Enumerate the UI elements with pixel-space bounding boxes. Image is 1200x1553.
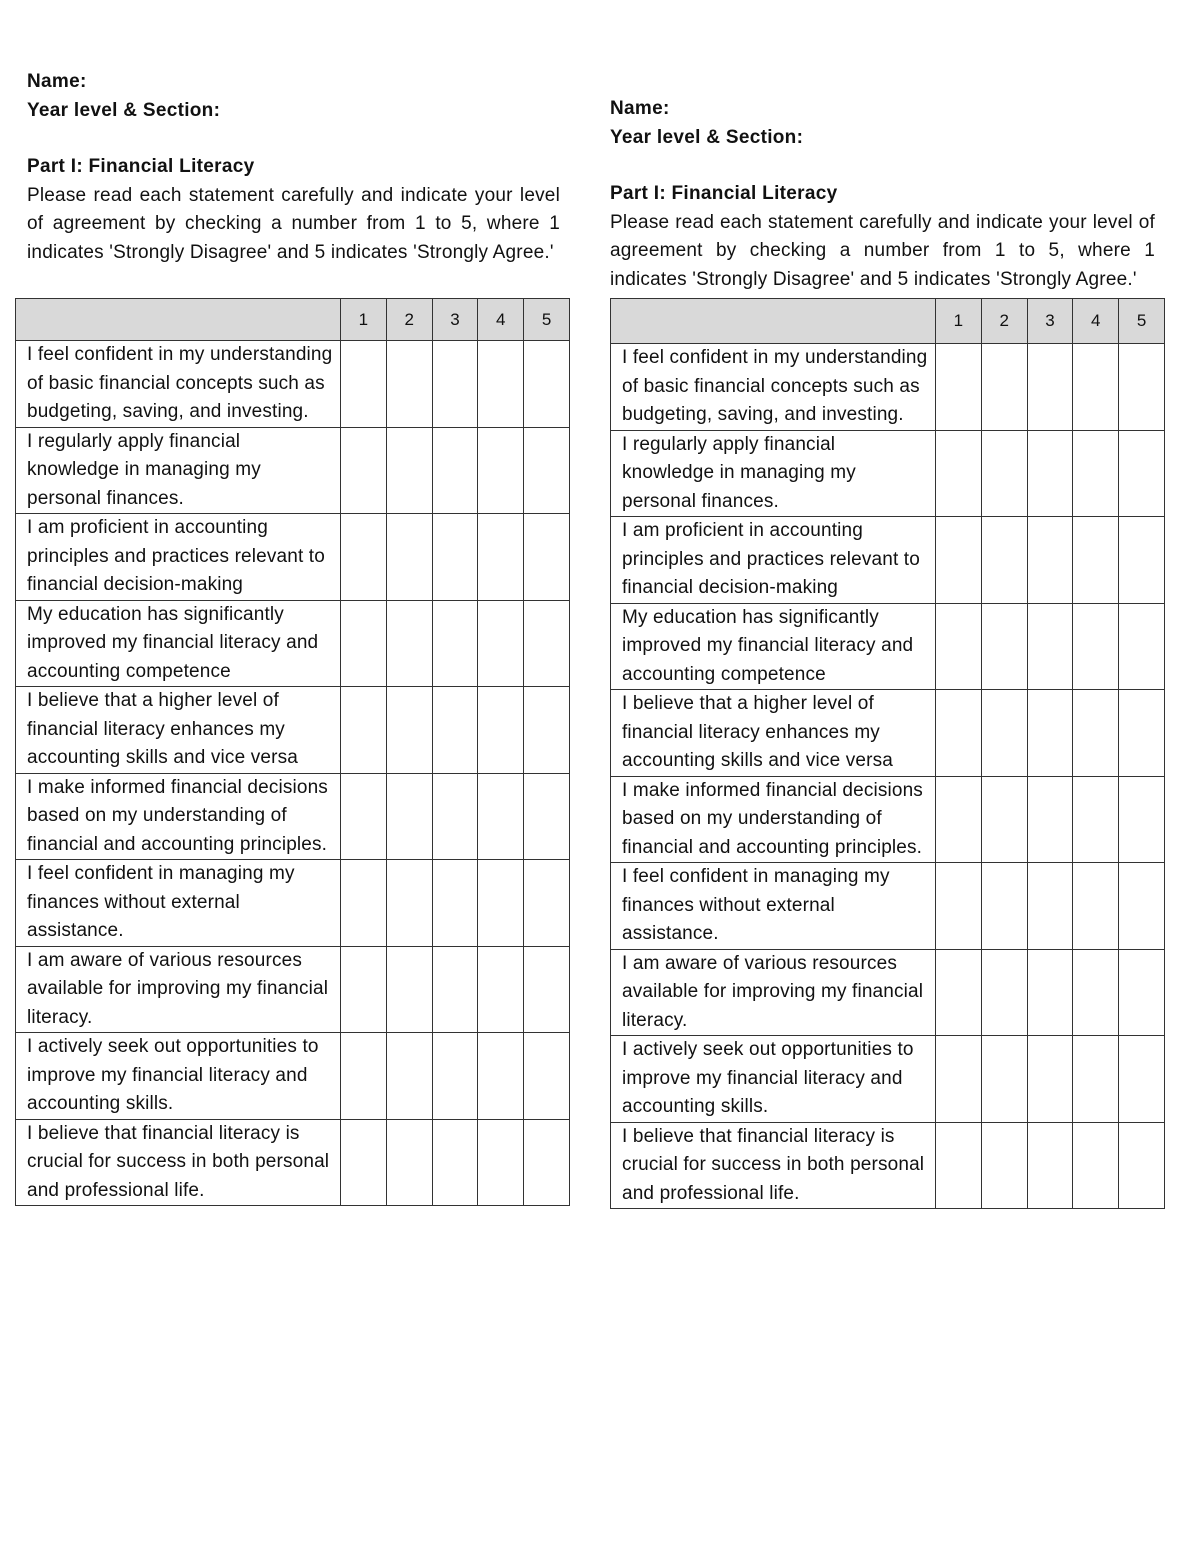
rating-cell-4[interactable] xyxy=(1073,603,1119,690)
scale-header-2: 2 xyxy=(981,299,1027,344)
rating-cell-1[interactable] xyxy=(936,430,982,517)
rating-cell-5[interactable] xyxy=(1119,690,1165,777)
rating-cell-2[interactable] xyxy=(981,863,1027,950)
statement-header-cell xyxy=(611,299,936,344)
rating-cell-3[interactable] xyxy=(432,946,478,1033)
scale-header-1: 1 xyxy=(936,299,982,344)
rating-cell-1[interactable] xyxy=(341,1033,387,1120)
rating-cell-4[interactable] xyxy=(478,1033,524,1120)
statement-row xyxy=(611,603,1165,690)
rating-cell-3[interactable] xyxy=(432,514,478,601)
rating-cell-3[interactable] xyxy=(1027,949,1073,1036)
part-title: Part I: Financial Literacy xyxy=(27,156,255,177)
rating-cell-5[interactable] xyxy=(1119,603,1165,690)
rating-cell-2[interactable] xyxy=(386,341,432,428)
statement-row xyxy=(16,600,570,687)
rating-cell-3[interactable] xyxy=(432,1033,478,1120)
statement-text: I actively seek out opportunities to improve my financial literacy and accounting skills. xyxy=(16,1033,341,1120)
statement-row xyxy=(16,1119,570,1206)
rating-cell-5[interactable] xyxy=(524,514,570,601)
rating-cell-5[interactable] xyxy=(524,773,570,860)
rating-cell-3[interactable] xyxy=(432,1119,478,1206)
rating-cell-4[interactable] xyxy=(478,514,524,601)
rating-cell-3[interactable] xyxy=(432,427,478,514)
rating-cell-2[interactable] xyxy=(981,690,1027,777)
year-section-label: Year level & Section: xyxy=(610,126,804,148)
statement-text: I am aware of various resources available for improving my financial literacy. xyxy=(611,949,936,1036)
statement-text: I actively seek out opportunities to improve my financial literacy and accounting skills. xyxy=(611,1036,936,1123)
rating-cell-3[interactable] xyxy=(1027,430,1073,517)
rating-cell-1[interactable] xyxy=(936,1036,982,1123)
statement-text: I believe that financial literacy is crucial for success in both personal and professional life. xyxy=(611,1122,936,1209)
rating-cell-4[interactable] xyxy=(478,946,524,1033)
statement-row xyxy=(16,514,570,601)
statement-row xyxy=(611,863,1165,950)
rating-cell-5[interactable] xyxy=(524,860,570,947)
rating-cell-1[interactable] xyxy=(341,1119,387,1206)
rating-cell-5[interactable] xyxy=(1119,430,1165,517)
statement-text: I believe that a higher level of financial literacy enhances my accounting skills and vice versa xyxy=(611,690,936,777)
rating-cell-1[interactable] xyxy=(936,776,982,863)
rating-cell-1[interactable] xyxy=(341,600,387,687)
rating-cell-2[interactable] xyxy=(981,344,1027,431)
rating-cell-4[interactable] xyxy=(478,773,524,860)
statement-text: I am proficient in accounting principles and practices relevant to financial decision-making xyxy=(611,517,936,604)
rating-cell-5[interactable] xyxy=(524,687,570,774)
statement-row xyxy=(611,690,1165,777)
rating-cell-4[interactable] xyxy=(478,860,524,947)
rating-cell-2[interactable] xyxy=(981,776,1027,863)
scale-header-5: 5 xyxy=(1119,299,1165,344)
scale-header-3: 3 xyxy=(1027,299,1073,344)
likert-table xyxy=(610,298,1165,1209)
statement-row xyxy=(611,1036,1165,1123)
rating-cell-1[interactable] xyxy=(341,687,387,774)
part-title: Part I: Financial Literacy xyxy=(610,183,838,204)
rating-cell-3[interactable] xyxy=(432,773,478,860)
rating-cell-4[interactable] xyxy=(1073,1122,1119,1209)
rating-cell-5[interactable] xyxy=(1119,863,1165,950)
scale-header-row xyxy=(16,299,570,341)
rating-cell-2[interactable] xyxy=(981,603,1027,690)
rating-cell-2[interactable] xyxy=(981,949,1027,1036)
rating-cell-2[interactable] xyxy=(386,946,432,1033)
survey-form-left xyxy=(15,68,570,1206)
rating-cell-2[interactable] xyxy=(981,517,1027,604)
rating-cell-2[interactable] xyxy=(981,1036,1027,1123)
rating-cell-3[interactable] xyxy=(1027,1036,1073,1123)
rating-cell-4[interactable] xyxy=(478,341,524,428)
rating-cell-5[interactable] xyxy=(1119,344,1165,431)
rating-cell-1[interactable] xyxy=(936,1122,982,1209)
statement-text: I am proficient in accounting principles and practices relevant to financial decision-making xyxy=(16,514,341,601)
statement-row xyxy=(16,341,570,428)
statement-row xyxy=(611,949,1165,1036)
rating-cell-5[interactable] xyxy=(524,341,570,428)
statement-text: I feel confident in managing my finances without external assistance. xyxy=(611,863,936,950)
rating-cell-3[interactable] xyxy=(1027,1122,1073,1209)
statement-row xyxy=(16,773,570,860)
rating-cell-3[interactable] xyxy=(1027,517,1073,604)
rating-cell-4[interactable] xyxy=(1073,1036,1119,1123)
rating-cell-2[interactable] xyxy=(386,860,432,947)
statement-text: I believe that a higher level of financial literacy enhances my accounting skills and vice versa xyxy=(16,687,341,774)
rating-cell-4[interactable] xyxy=(478,600,524,687)
rating-cell-1[interactable] xyxy=(936,863,982,950)
rating-cell-3[interactable] xyxy=(432,600,478,687)
statement-text: My education has significantly improved my financial literacy and accounting competence xyxy=(611,603,936,690)
rating-cell-2[interactable] xyxy=(981,1122,1027,1209)
statement-text: I am aware of various resources available for improving my financial literacy. xyxy=(16,946,341,1033)
statement-text: I make informed financial decisions based on my understanding of financial and accounting principles. xyxy=(16,773,341,860)
statement-text: I believe that financial literacy is crucial for success in both personal and professional life. xyxy=(16,1119,341,1206)
rating-cell-4[interactable] xyxy=(478,687,524,774)
rating-cell-1[interactable] xyxy=(936,949,982,1036)
rating-cell-2[interactable] xyxy=(981,430,1027,517)
rating-cell-3[interactable] xyxy=(432,860,478,947)
instructions: Please read each statement carefully and indicate your level of agreement by checking a number from 1 to 5, where 1 indicates 'Strongly Disagree' and 5 indicates 'Strongly Agree.' xyxy=(27,184,560,263)
rating-cell-2[interactable] xyxy=(386,600,432,687)
statement-text: I regularly apply financial knowledge in managing my personal finances. xyxy=(16,427,341,514)
statement-row xyxy=(16,427,570,514)
statement-text: I feel confident in my understanding of basic financial concepts such as budgeting, saving, and investing. xyxy=(611,344,936,431)
rating-cell-1[interactable] xyxy=(341,946,387,1033)
rating-cell-4[interactable] xyxy=(478,427,524,514)
rating-cell-2[interactable] xyxy=(386,1119,432,1206)
rating-cell-3[interactable] xyxy=(1027,344,1073,431)
rating-cell-4[interactable] xyxy=(1073,344,1119,431)
scale-header-row xyxy=(611,299,1165,344)
rating-cell-2[interactable] xyxy=(386,427,432,514)
respondent-info xyxy=(610,95,1155,294)
rating-cell-1[interactable] xyxy=(936,603,982,690)
rating-cell-5[interactable] xyxy=(1119,1122,1165,1209)
scale-header-2: 2 xyxy=(386,299,432,341)
rating-cell-5[interactable] xyxy=(1119,1036,1165,1123)
statement-header-cell xyxy=(16,299,341,341)
rating-cell-5[interactable] xyxy=(524,427,570,514)
survey-form-right xyxy=(610,95,1165,1209)
rating-cell-4[interactable] xyxy=(478,1119,524,1206)
rating-cell-5[interactable] xyxy=(1119,949,1165,1036)
rating-cell-3[interactable] xyxy=(1027,776,1073,863)
rating-cell-5[interactable] xyxy=(524,1119,570,1206)
statement-text: I make informed financial decisions based on my understanding of financial and accounting principles. xyxy=(611,776,936,863)
rating-cell-3[interactable] xyxy=(432,341,478,428)
respondent-info xyxy=(15,68,560,267)
rating-cell-2[interactable] xyxy=(386,1033,432,1120)
scale-header-4: 4 xyxy=(478,299,524,341)
rating-cell-4[interactable] xyxy=(1073,949,1119,1036)
rating-cell-5[interactable] xyxy=(1119,517,1165,604)
rating-cell-1[interactable] xyxy=(936,344,982,431)
likert-table xyxy=(15,298,570,1206)
rating-cell-1[interactable] xyxy=(936,517,982,604)
rating-cell-4[interactable] xyxy=(1073,430,1119,517)
year-section-label: Year level & Section: xyxy=(27,99,221,121)
rating-cell-2[interactable] xyxy=(386,514,432,601)
rating-cell-1[interactable] xyxy=(341,514,387,601)
statement-row xyxy=(16,946,570,1033)
rating-cell-1[interactable] xyxy=(341,427,387,514)
statement-row xyxy=(611,1122,1165,1209)
rating-cell-3[interactable] xyxy=(1027,690,1073,777)
statement-text: I regularly apply financial knowledge in managing my personal finances. xyxy=(611,430,936,517)
rating-cell-1[interactable] xyxy=(341,773,387,860)
rating-cell-4[interactable] xyxy=(1073,690,1119,777)
rating-cell-3[interactable] xyxy=(1027,603,1073,690)
rating-cell-5[interactable] xyxy=(524,600,570,687)
rating-cell-5[interactable] xyxy=(524,1033,570,1120)
scale-header-1: 1 xyxy=(341,299,387,341)
rating-cell-2[interactable] xyxy=(386,687,432,774)
rating-cell-1[interactable] xyxy=(936,690,982,777)
statement-row xyxy=(611,430,1165,517)
statement-text: I feel confident in managing my finances without external assistance. xyxy=(16,860,341,947)
name-label: Name: xyxy=(27,71,87,92)
statement-text: I feel confident in my understanding of basic financial concepts such as budgeting, saving, and investing. xyxy=(16,341,341,428)
name-label: Name: xyxy=(610,98,670,119)
rating-cell-5[interactable] xyxy=(1119,776,1165,863)
scale-header-3: 3 xyxy=(432,299,478,341)
scale-header-4: 4 xyxy=(1073,299,1119,344)
rating-cell-1[interactable] xyxy=(341,341,387,428)
rating-cell-1[interactable] xyxy=(341,860,387,947)
scale-header-5: 5 xyxy=(524,299,570,341)
statement-row xyxy=(16,687,570,774)
statement-row xyxy=(16,1033,570,1120)
statement-row xyxy=(611,517,1165,604)
rating-cell-4[interactable] xyxy=(1073,776,1119,863)
rating-cell-5[interactable] xyxy=(524,946,570,1033)
rating-cell-3[interactable] xyxy=(1027,863,1073,950)
statement-text: My education has significantly improved my financial literacy and accounting competence xyxy=(16,600,341,687)
rating-cell-4[interactable] xyxy=(1073,863,1119,950)
statement-row xyxy=(16,860,570,947)
statement-row xyxy=(611,344,1165,431)
rating-cell-3[interactable] xyxy=(432,687,478,774)
instructions: Please read each statement carefully and indicate your level of agreement by checking a number from 1 to 5, where 1 indicates 'Strongly Disagree' and 5 indicates 'Strongly Agree.' xyxy=(610,211,1155,290)
rating-cell-2[interactable] xyxy=(386,773,432,860)
rating-cell-4[interactable] xyxy=(1073,517,1119,604)
statement-row xyxy=(611,776,1165,863)
